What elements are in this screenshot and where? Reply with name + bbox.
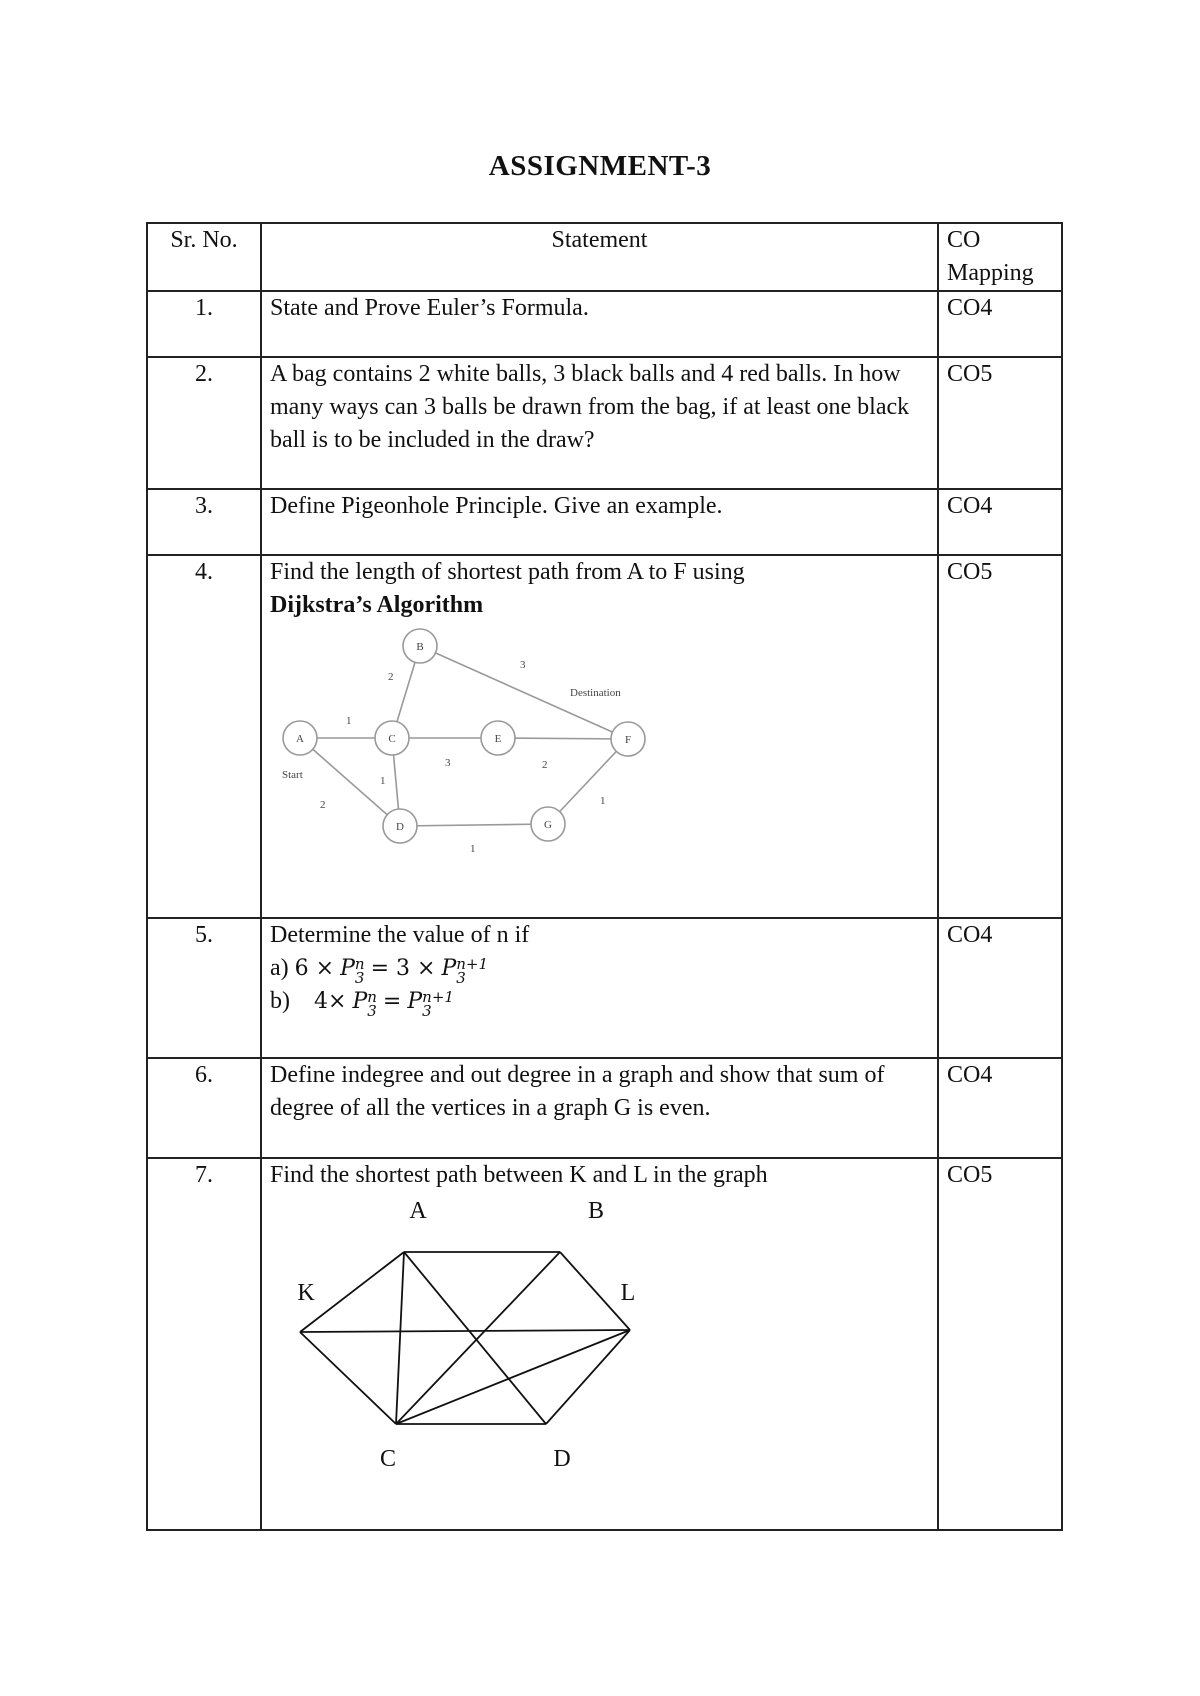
edge-weight: 1: [600, 795, 606, 807]
edge-k-a: [300, 1252, 404, 1332]
header-co-mapping: CO Mapping: [938, 223, 1062, 291]
edge-weight: 1: [470, 843, 476, 855]
table-row: [147, 291, 1062, 357]
edge-k-c: [300, 1332, 396, 1424]
row-sr: 3.: [147, 489, 261, 555]
edge-c-l: [396, 1330, 630, 1424]
row-statement: Define Pigeonhole Principle. Give an example.: [261, 489, 938, 555]
equals-sign: =: [382, 989, 402, 1014]
row-sr: 5.: [147, 918, 261, 1058]
perm-symbol: P: [407, 989, 423, 1014]
superscript: n+1: [422, 988, 454, 1006]
dijkstra-graph: [270, 626, 650, 876]
node-label: D: [396, 821, 404, 833]
coefficient: 6 ×: [294, 956, 335, 981]
coefficient: = 3 ×: [370, 956, 436, 981]
row-statement: [261, 555, 938, 918]
edge-d-g: [400, 824, 548, 826]
header-sr-no: Sr. No.: [147, 223, 261, 291]
equation-a: [270, 952, 929, 985]
row-co: CO5: [938, 1158, 1062, 1530]
row-co: CO4: [938, 1058, 1062, 1158]
superscript: n: [354, 955, 365, 973]
node-label: C: [379, 1446, 397, 1472]
row-statement: [261, 1158, 938, 1530]
row-sr: 1.: [147, 291, 261, 357]
statement-line: Find the shortest path between K and L in the graph: [270, 1162, 768, 1188]
row-co: CO4: [938, 918, 1062, 1058]
assignment-table: [146, 222, 1063, 1531]
destination-label: Destination: [570, 687, 621, 699]
node-label: A: [296, 733, 304, 745]
row-co: CO4: [938, 291, 1062, 357]
table-row: [147, 1158, 1062, 1530]
node-label: B: [416, 641, 424, 653]
row-statement: Define indegree and out degree in a graph and show that sum of degree of all the vertices in a graph G is even.: [261, 1058, 938, 1158]
table-row: [147, 555, 1062, 918]
superscript: n: [367, 988, 377, 1006]
node-label: L: [620, 1280, 636, 1306]
perm-symbol: P: [352, 989, 368, 1014]
row-co: CO5: [938, 357, 1062, 489]
edge-weight: 3: [520, 659, 526, 671]
edge-k-l: [300, 1330, 630, 1332]
row-sr: 7.: [147, 1158, 261, 1530]
edge-weight: 3: [445, 757, 451, 769]
statement-line: Dijkstra’s Algorithm: [270, 592, 484, 618]
shortest-path-graph: [270, 1192, 670, 1492]
header-statement: Statement: [261, 223, 938, 291]
node-label: G: [544, 819, 552, 831]
edge-b-c: [396, 1252, 560, 1424]
node-label: D: [553, 1446, 571, 1472]
row-co: CO5: [938, 555, 1062, 918]
edge-weight: 1: [380, 775, 386, 787]
edge-b-l: [560, 1252, 630, 1330]
node-label: F: [624, 734, 632, 746]
row-sr: 4.: [147, 555, 261, 918]
row-sr: 2.: [147, 357, 261, 489]
subscript: 3: [456, 969, 466, 987]
header-row: [147, 223, 1062, 291]
statement-line: Find the length of shortest path from A to F using: [270, 559, 745, 585]
perm-symbol: P: [340, 956, 355, 981]
table-row: [147, 357, 1062, 489]
perm-symbol: P: [441, 956, 457, 981]
row-co: CO4: [938, 489, 1062, 555]
edge-a-d: [404, 1252, 546, 1424]
edge-a-c: [396, 1252, 404, 1424]
edge-weight: 1: [346, 715, 352, 727]
statement-line: Determine the value of n if: [270, 922, 530, 948]
row-statement: State and Prove Euler’s Formula.: [261, 291, 938, 357]
table-row: [147, 918, 1062, 1058]
edge-d-l: [546, 1330, 630, 1424]
table-row: [147, 1058, 1062, 1158]
row-sr: 6.: [147, 1058, 261, 1158]
superscript: n+1: [456, 955, 489, 973]
part-label: a): [270, 955, 289, 981]
subscript: 3: [367, 1002, 377, 1020]
subscript: 3: [422, 1002, 432, 1020]
coefficient: 4×: [314, 989, 347, 1014]
node-label: E: [494, 733, 502, 745]
row-statement: A bag contains 2 white balls, 3 black balls and 4 red balls. In how many ways can 3 balls be drawn from the bag, if at least one black ball is to be included in the draw?: [261, 357, 938, 489]
edge-weight: 2: [542, 759, 548, 771]
start-label: Start: [282, 769, 303, 781]
node-label: B: [587, 1198, 605, 1224]
node-label: A: [409, 1198, 427, 1224]
edge-weight: 2: [388, 671, 394, 683]
edge-weight: 2: [320, 799, 326, 811]
edge-e-f: [498, 738, 628, 739]
row-statement: [261, 918, 938, 1058]
node-label: K: [297, 1280, 315, 1306]
part-label: b): [270, 988, 290, 1014]
subscript: 3: [354, 969, 365, 987]
table-row: [147, 489, 1062, 555]
page-title: ASSIGNMENT-3: [488, 150, 712, 182]
equation-b: [270, 985, 929, 1018]
node-label: C: [388, 733, 396, 745]
